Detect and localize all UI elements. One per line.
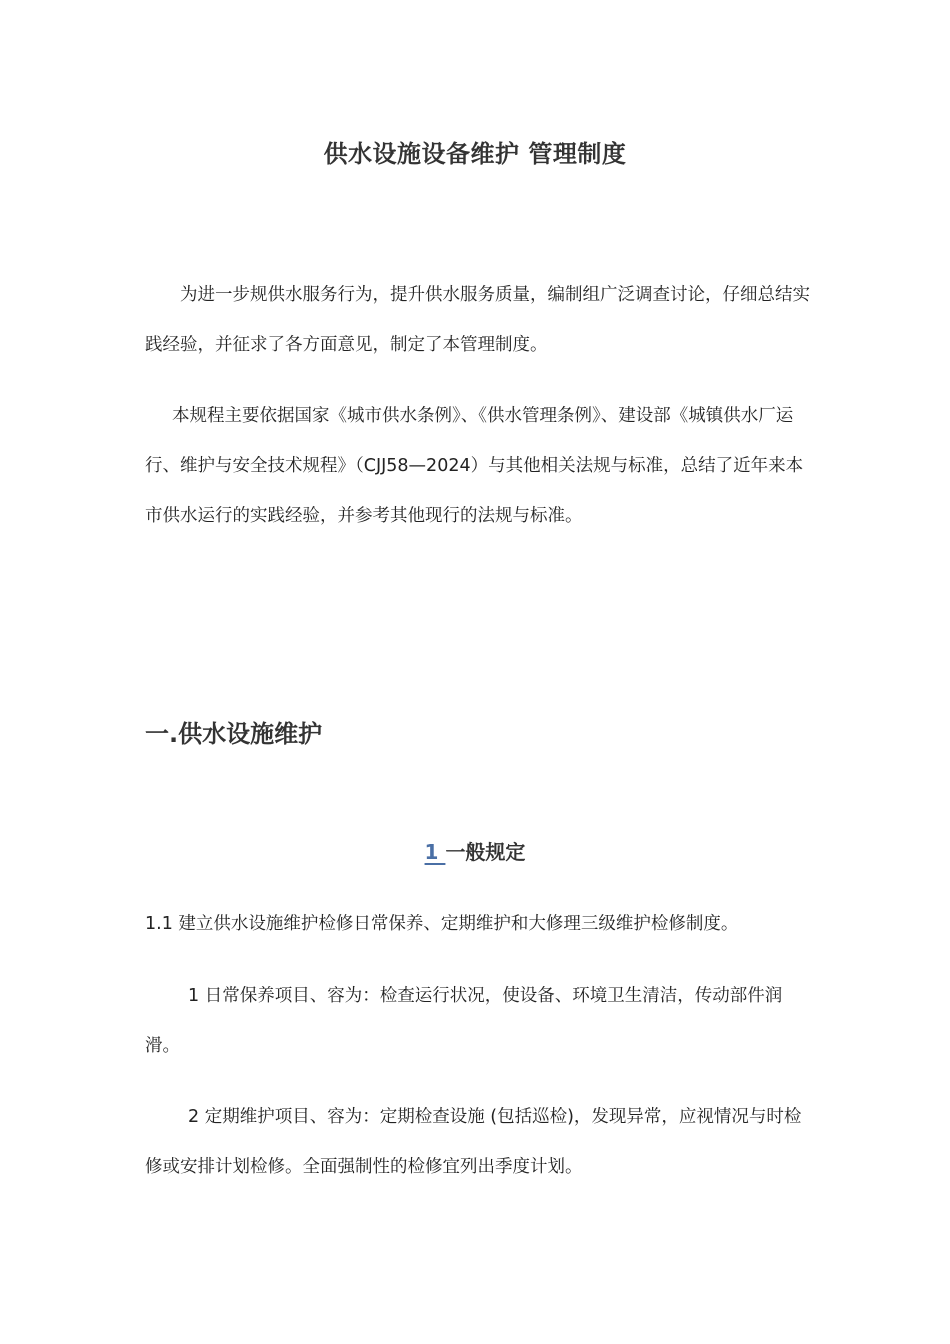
- clause-1-1: 1.1 建立供水设施维护检修日常保养、定期维护和大修理三级维护检修制度。: [145, 914, 739, 934]
- document-title: 供水设施设备维护 管理制度: [323, 140, 627, 168]
- subsection-heading: [0, 836, 950, 865]
- subsection-number-link[interactable]: 1: [424, 840, 446, 864]
- clause-item-2: 2 定期维护项目、容为：定期检查设施 (包括巡检)，发现异常，应视情况与时检修或安排计划检修。全面强制性的检修宜列出季度计划。: [145, 1107, 802, 1177]
- intro-paragraph-2: 本规程主要依据国家《城市供水条例》、《供水管理条例》、建设部《城镇供水厂运行、维护与安全技术规程》（CJJ58—2024）与其他相关法规与标准，总结了近年来本市供水运行的实践经验，并参考其他现行的法规与标准。: [145, 406, 804, 526]
- section-heading: 一.供水设施维护: [145, 720, 323, 748]
- subsection-title: 一般规定: [445, 840, 526, 864]
- clause-item-1: 1 日常保养项目、容为：检查运行状况，使设备、环境卫生清洁，传动部件润滑。: [145, 986, 783, 1056]
- intro-paragraph-1: 为进一步规供水服务行为，提升供水服务质量，编制组广泛调查讨论，仔细总结实践经验，并征求了各方面意见，制定了本管理制度。: [145, 285, 810, 355]
